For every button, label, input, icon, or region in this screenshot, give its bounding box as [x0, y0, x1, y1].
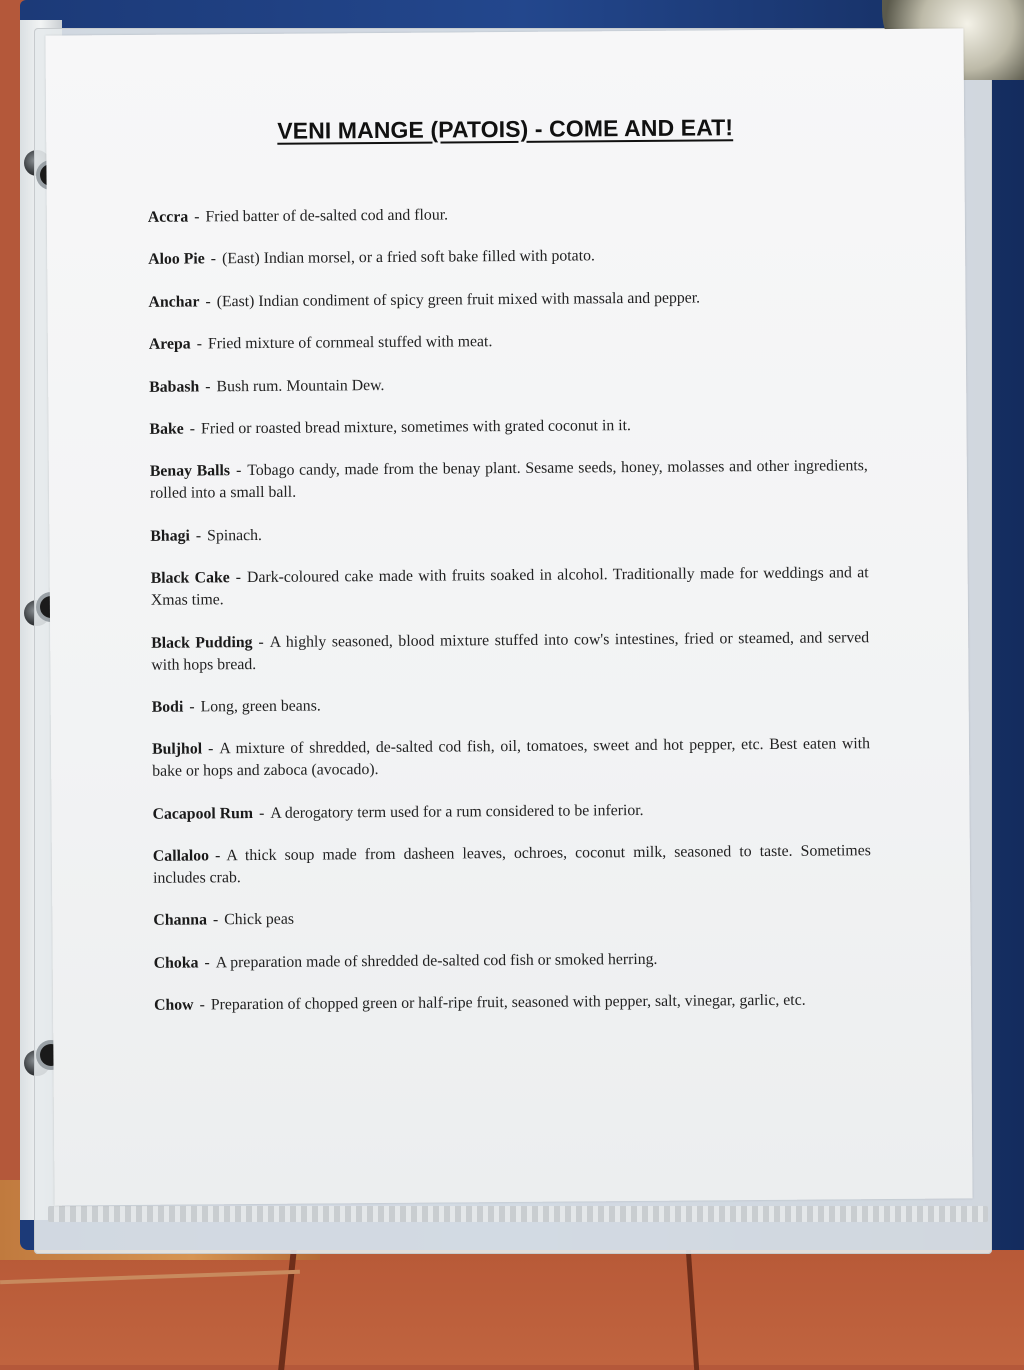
glossary-definition: Chick peas [224, 911, 295, 929]
glossary-definition: A preparation made of shredded de-salted cod fish or smoked herring. [215, 950, 658, 972]
glossary-term: Channa [153, 911, 208, 930]
term-separator: - [195, 527, 202, 545]
glossary-entry [148, 244, 866, 272]
glossary-definition: Fried or roasted bread mixture, sometimes with grated coconut in it. [200, 416, 631, 438]
glossary-entry [154, 947, 872, 975]
glossary-term: Bake [149, 420, 184, 438]
glossary-entry [154, 989, 872, 1017]
glossary-definition: (East) Indian morsel, or a fried soft bake filled with potato. [221, 247, 595, 268]
term-separator: - [189, 698, 195, 716]
glossary-definition: Fried mixture of cornmeal stuffed with meat. [207, 333, 493, 353]
glossary-definition: Preparation of chopped green or half-ripe fruit, seasoned with pepper, salt, vinegar, garlic, etc. [210, 991, 806, 1014]
tile-grout-line [686, 1250, 699, 1370]
glossary-entry [148, 201, 866, 229]
glossary-entry [148, 286, 866, 314]
term-separator: - [210, 250, 217, 268]
glossary-term: Accra [147, 208, 189, 226]
term-separator: - [204, 954, 210, 972]
glossary-entry [152, 691, 870, 719]
glossary-definition: Tobago candy, made from the benay plant. Sesame seeds, honey, molasses and other ingredients, rolled into a small ball. [149, 457, 868, 503]
term-separator: - [258, 804, 265, 822]
glossary-definition: Dark-coloured cake made with fruits soaked in alcohol. Traditionally made for weddings and at Xmas time. [150, 564, 869, 609]
glossary-definition: A thick soup made from dasheen leaves, ochroes, coconut milk, seasoned to taste. Sometimes includes crab. [152, 842, 871, 887]
glossary-term: Chow [153, 996, 194, 1015]
glossary-entry [149, 413, 867, 441]
glossary-list [148, 201, 873, 1037]
term-separator: - [212, 911, 219, 929]
page-title: VENI MANGE (PATOIS) - COME AND EAT! [277, 114, 734, 144]
glossary-definition: Fried batter of de-salted cod and flour. [205, 206, 449, 226]
glossary-term: Babash [149, 377, 200, 396]
glossary-definition: A derogatory term used for a rum considered to be inferior. [270, 801, 644, 822]
glossary-term: Choka [153, 954, 199, 972]
glossary-definition: Spinach. [207, 526, 263, 545]
glossary-entry [150, 456, 868, 506]
term-separator: - [214, 847, 221, 865]
glossary-definition: (East) Indian condiment of spicy green fruit mixed with massala and pepper. [216, 289, 701, 311]
term-separator: - [199, 996, 205, 1014]
menu-page [45, 28, 972, 1205]
term-separator: - [235, 569, 242, 587]
glossary-term: Aloo Pie [148, 250, 205, 269]
term-separator: - [194, 208, 200, 226]
glossary-term: Benay Balls [149, 462, 231, 481]
term-separator: - [189, 420, 196, 438]
glossary-entry [153, 905, 871, 933]
glossary-term: Bodi [151, 698, 184, 716]
glossary-definition: A mixture of shredded, de-salted cod fish, oil, tomatoes, sweet and hot pepper, etc. Best eaten with bake or hops and zaboca (avocado). [152, 735, 871, 781]
glossary-term: Callaloo [152, 847, 210, 865]
glossary-definition: A highly seasoned, blood mixture stuffed into cow's intestines, fried or steamed, and served with hops bread. [151, 628, 870, 674]
glossary-entry [152, 733, 870, 783]
glossary-entry [149, 371, 867, 399]
glossary-entry [151, 627, 869, 677]
term-separator: - [235, 462, 242, 480]
glossary-definition: Bush rum. Mountain Dew. [216, 376, 385, 395]
glossary-entry [150, 520, 868, 548]
glossary-term: Black Cake [150, 569, 230, 587]
sheet-protector-seam [48, 1206, 988, 1222]
term-separator: - [205, 377, 211, 395]
glossary-entry [153, 840, 871, 890]
glossary-entry [149, 328, 867, 356]
glossary-entry [152, 798, 870, 826]
glossary-term: Black Pudding [151, 633, 253, 652]
tile-grout-line [0, 1270, 300, 1284]
glossary-term: Cacapool Rum [152, 804, 254, 823]
term-separator: - [205, 293, 211, 311]
glossary-term: Anchar [148, 293, 200, 311]
glossary-entry [151, 562, 869, 612]
term-separator: - [258, 633, 264, 651]
glossary-term: Bhagi [150, 527, 190, 545]
glossary-definition: Long, green beans. [200, 697, 321, 716]
term-separator: - [208, 740, 214, 758]
glossary-term: Buljhol [151, 740, 203, 759]
term-separator: - [196, 335, 203, 353]
glossary-term: Arepa [148, 335, 191, 353]
